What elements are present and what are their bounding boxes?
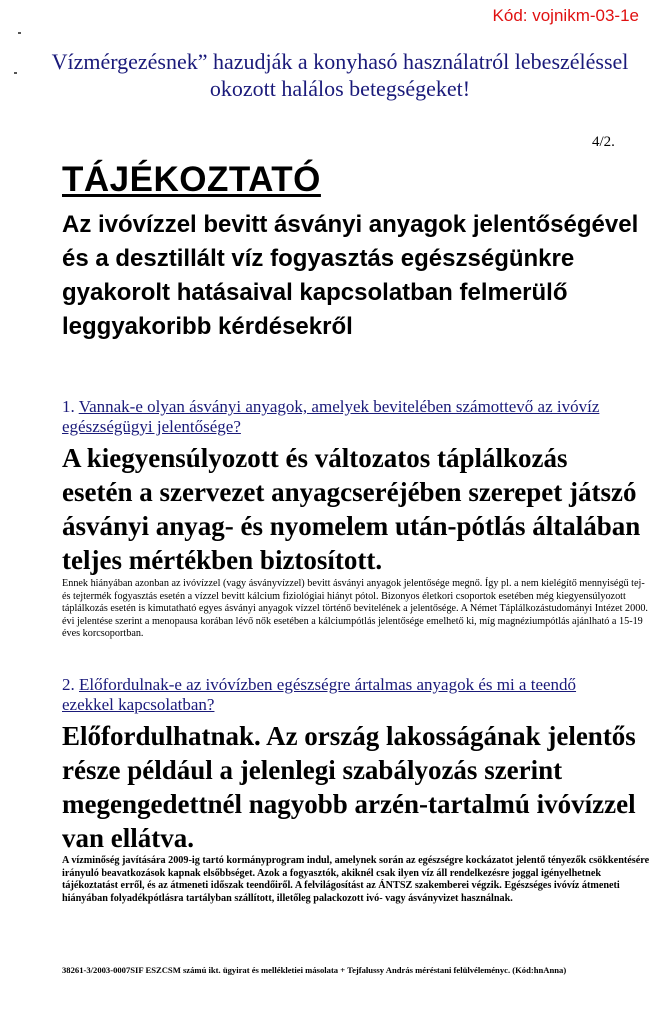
scan-speck <box>18 32 21 34</box>
answer-2-detail-text: A vízminőség javítására 2009-ig tartó kormányprogram indul, amelynek során az egészségre kockázatot jelentő tényezők csökkentésére irányuló beavatkozások kapnak elsőbbséget. Azok a fogyasztók, akiknél csak ilyen víz áll rendelkezésre joggal igényelhetnek tájékoztatást erről, és az átmeneti időszak teendőiről. A felvilágosítást az ÁNTSZ szakemberei végzik. <box>62 855 650 892</box>
answer-1-detail: Ennek hiányában azonban az ivóvízzel (vagy ásványvízzel) bevitt ásványi anyagok jelentősége megnő. Így pl. a nem kielégítő mennyiségű tej- és tejtermék fogyasztás esetén a vízzel bevitt kálcium fiziológiai hiányt pótol. Bizonyos életkori csoportok esetében még kiegyensúlyozott táplálkozás esetén is kimutatható egyes ásványi anyagok vízzel történő bevitelének a jelentősége. A Német Táplálkozástudományi Intézet 2000. évi jelentése szerint a menopausa korában lévő nők esetében a kálciumpótlás jelentősége emelhető ki, míg magnéziumpótlás ajánlható a 15-19 éves korcsoportban. <box>62 578 648 640</box>
answer-1: A kiegyensúlyozott és változatos táplálkozás esetén a szervezet anyagcseréjében szerepet játszó ásványi anyag- és nyomelem után-pótlás általában teljes mértékben biztosított. <box>62 443 641 575</box>
question-1-text: Vannak-e olyan ásványi anyagok, amelyek bevitelében számottevő az ivóvíz egészségügyi jelentősége? <box>62 397 600 436</box>
question-2-text: Előfordulnak-e az ivóvízben egészségre ártalmas anyagok és mi a teendő ezekkel kapcsolatban? <box>62 675 577 714</box>
question-2 <box>62 675 622 715</box>
page-number: 4/2. <box>592 134 615 150</box>
answer-2: Előfordulhatnak. Az ország lakosságának jelentős része például a jelenlegi szabályozás szerint megengedettnél nagyobb arzén-tartalmú ivóvízzel van ellátva. <box>62 721 636 853</box>
document-code: Kód: vojnikm-03-1e <box>492 6 639 25</box>
scan-speck <box>14 72 17 74</box>
document-subtitle: Az ivóvízzel bevitt ásványi anyagok jelentőségével és a desztillált víz fogyasztás egészségünkre gyakorolt hatásaival kapcsolatban felmerülő leggyakoribb kérdésekről <box>62 211 639 340</box>
answer-2-detail-emphasis: Egészséges ivóvíz átmeneti hiányában folyadékpótlásra tartályban szállított, illetőleg palackozott ivó- vagy ásványvizet használnak. <box>62 880 620 904</box>
document-title: TÁJÉKOZTATÓ <box>62 160 321 199</box>
headline: Vízmérgezésnek” hazudják a konyhasó használatról lebeszéléssel okozott halálos betegségeket! <box>51 49 629 101</box>
answer-2-detail <box>62 855 652 905</box>
question-1 <box>62 397 622 437</box>
question-2-number: 2. <box>62 675 75 694</box>
question-1-number: 1. <box>62 397 75 416</box>
footer-note: 38261-3/2003-0007SIF ESZCSM számú ikt. ügyirat és mellékletiei másolata + Tejfalussy András méréstani felülvéleményc. (Kód:hnAnna) <box>62 965 567 975</box>
